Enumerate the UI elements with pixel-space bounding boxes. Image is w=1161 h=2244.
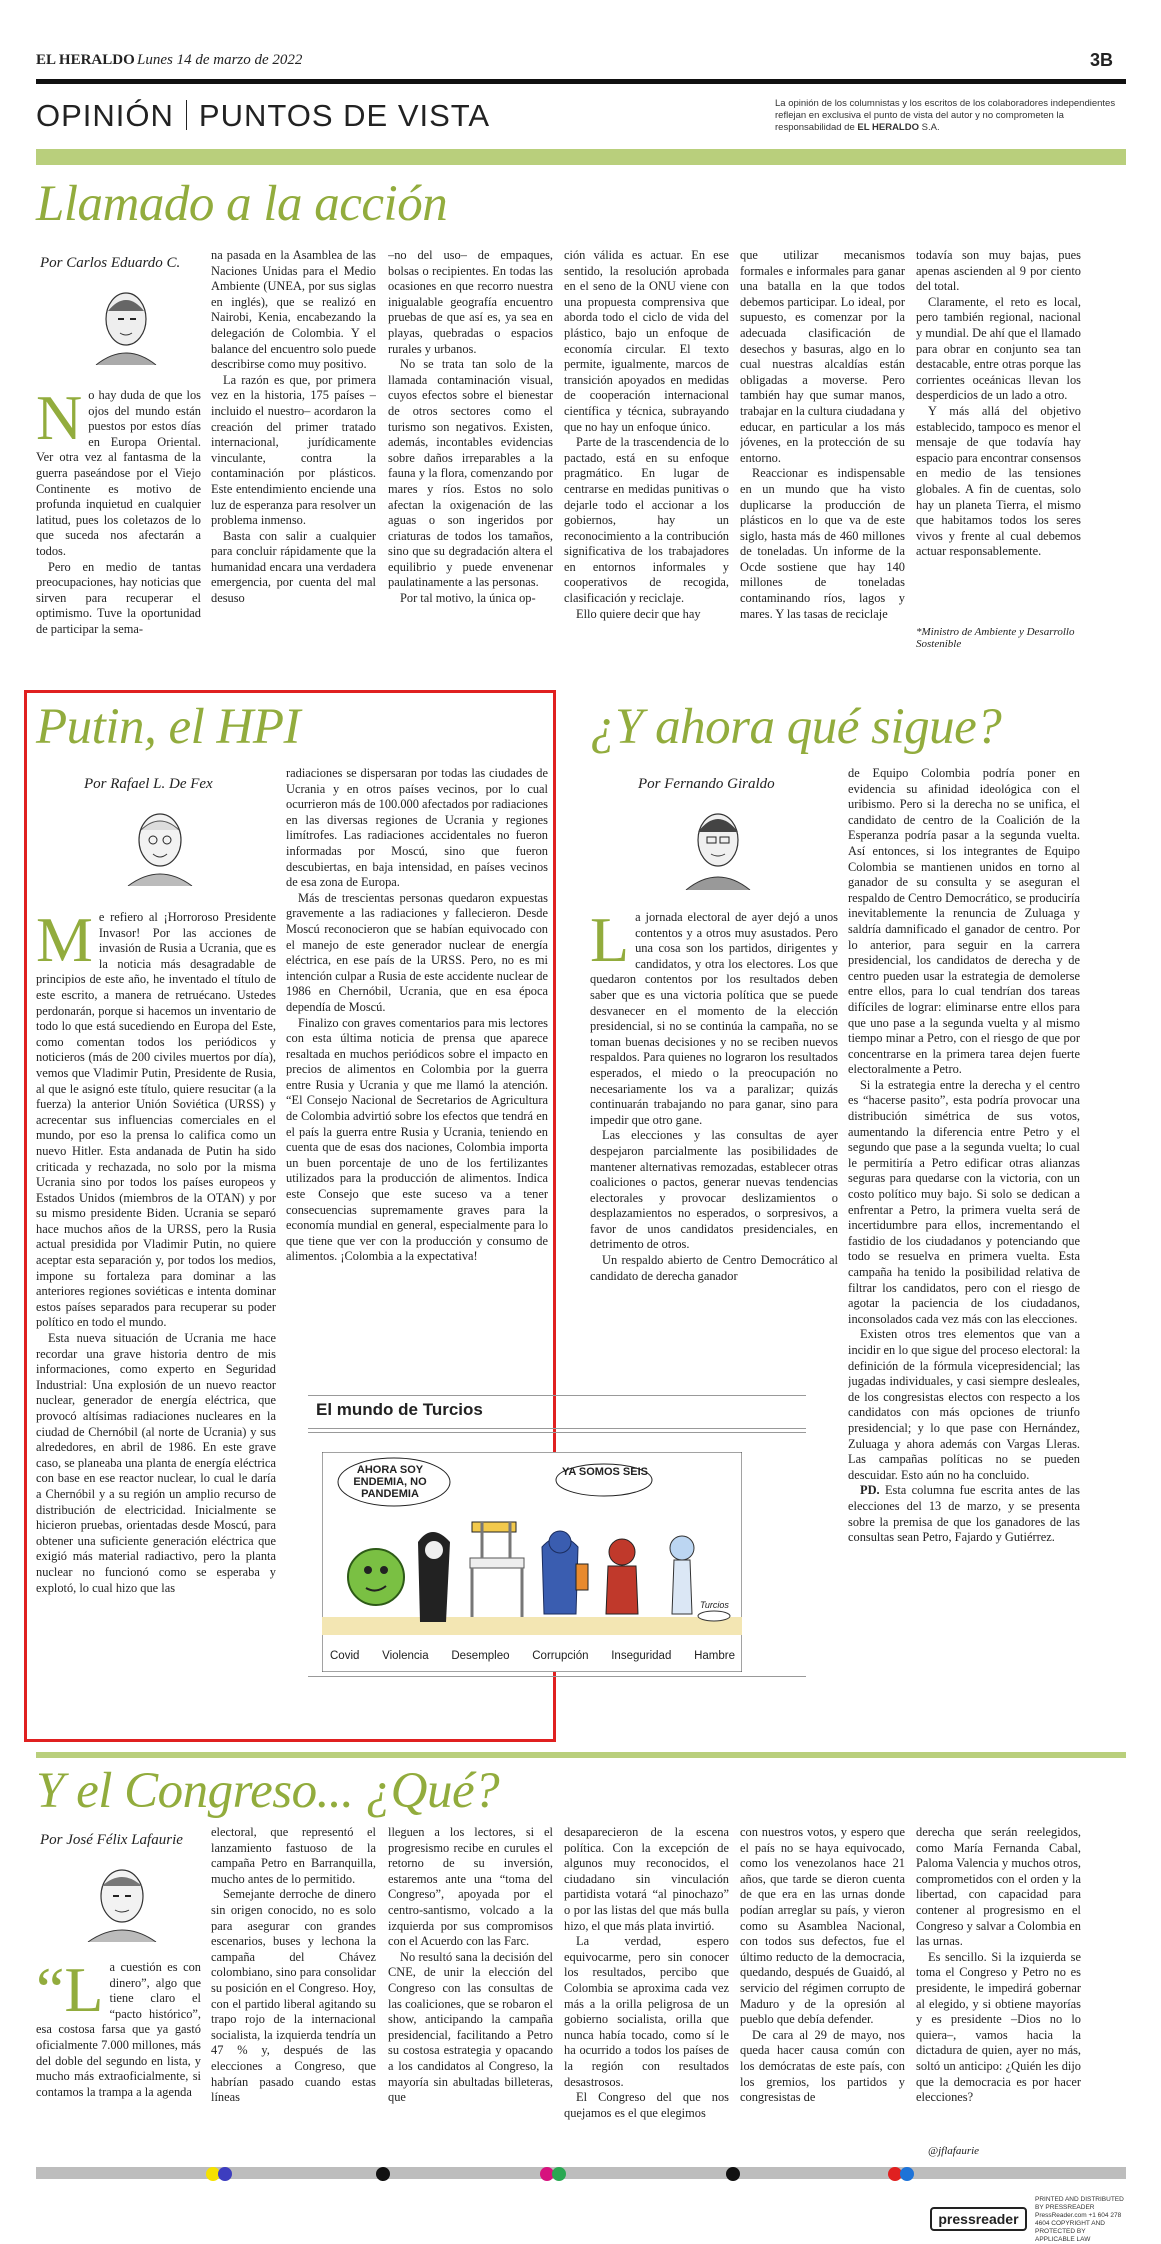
section-left: OPINIÓN [36,98,174,133]
section-green-rule [36,149,1126,165]
paragraph: De cara al 29 de mayo, nos queda hacer causa común con los demócratas de este país, con los gremios, los partidos y congresistas de [740,2027,905,2105]
cartoon-bottom-rule [308,1676,806,1677]
article2-byline: Por Rafael L. De Fex [84,776,213,792]
article4-signoff: @jflafaurie [928,2145,980,2157]
masthead-rule [36,79,1126,84]
article1-column-1 [36,388,201,658]
paragraph: Semejante derroche de dinero sin origen conocido, no es solo para asegurar con grandes escenarios, buses y lechona la campaña del Chávez colombiano, sino para consolidar su posición en el Congreso. Hoy, con el partido liberal agitando su trapo rojo de la internacional socialista, la izquierda tendría un 47 % y, después de las elecciones a Congreso, que habrían pasado cuando estas líneas [211,1887,376,2105]
paragraph: a cuestión es con dinero”, algo que tiene claro el “pacto histórico”, esa costosa farsa que ya gastó oficialmente 7.000 millones, más del doble del segundo en lista, y mucho más extraoficialmente, si contamos la trampa a la agenda [36,1960,201,2099]
paragraph: na pasada en la Asamblea de las Naciones Unidas para el Medio Ambiente (UNEA, por sus siglas en inglés), que se realizó en Nairobi, Kenia, encabezando la delegación de Colombia. Y el balance del encuentro solo puede describirse como muy positivo. [211,248,376,372]
disclaimer-suffix: S.A. [919,122,940,133]
article1-column-3 [388,248,553,658]
cartoon-signature: Turcios [700,1600,729,1610]
paragraph: todavía son muy bajas, pues apenas ascienden al 9 por ciento del total. [916,248,1081,294]
issue-date: Lunes 14 de marzo de 2022 [137,52,303,68]
caption-violencia: Violencia [382,1650,429,1662]
paragraph: Parte de la trascendencia de lo pactado, está en su enfoque pragmático. En lugar de centrarse en medidas punitivas o dejarle todo el accionar a los gobiernos, hay un reconocimiento a la contribución significativa de los trabajadores en entornos informales y cooperativos de recogida, clasificación y reciclaje. [564,435,729,606]
paragraph: Pero en medio de tantas preocupaciones, hay noticias que sirven para recuperar el optimismo. Tuve la oportunidad de participar la sema- [36,559,201,636]
paragraph: Ello quiere decir que hay [576,606,701,621]
paragraph: –no del uso– de empaques, bolsas o recipientes. En todas las ocasiones en que recorro nuestra inigualable geografía encuentro pruebas de que así es, ya sea en playas, quebradas o espacios rurales y urbanos. [388,248,553,356]
caption-desempleo: Desempleo [451,1650,510,1662]
paragraph: No resultó sana la decisión del CNE, de unir la elección del Congreso con las consultas de las coaliciones, que se robaron el show, anticipando la campaña presidencial, facilitando a Petro su costosa estrategia y opacando a los candidatos al Congreso, la mayoría sin abultadas billeteras, que [388,1949,553,2105]
paragraph: lleguen a los lectores, si el progresismo recibe en curules el retorno de su inversión, estaremos ante una “toma del Congreso”, apoyada por el centro-santismo, volcado a la izquierda por sus compromisos con el Acuerdo con las Farc. [388,1825,553,1949]
section-divider [186,100,187,130]
article4-dropcap: “L [36,1960,104,2025]
paragraph: Existen otros tres elementos que van a incidir en lo que sigue del proceso electoral: la definición de la fórmula vicepresidencial; las jugadas individuales, y casi siempre desleales, de los congresistas electos con respecto a los candidatos con más opciones de triunfo presidencial; y lo que pase con Hernández, Zuluaga y ahora además con Vargas Lleras. Las campañas políticas no se pueden descuidar. Esto aún no ha concluido. [848,1327,1080,1482]
paragraph: Por tal motivo, la única op- [400,591,536,606]
article1-column-6 [916,248,1081,623]
paragraph: o hay duda de que los ojos del mundo están puestos por estos días en Europa Oriental. Ver otra vez al fantasma de la guerra paseándose por el Viejo Continente es motivo de profunda inquietud en cualquier latitud, pues los coletazos de lo que suceda nos afectarán a todos. [36,388,201,558]
article1-dropcap: N [36,388,83,453]
paragraph: Las elecciones y las consultas de ayer despejaron parcialmente las posibilidades de mantener alternativas remozadas, establecer otras coaliciones o pactos, generar nuevas tendencias electorales y provocar deslizamientos o desplazamientos no esperados, o sorpresivos, a favor de unos candidatos presidenciales, en detrimento de otros. [590,1128,838,1252]
author-portrait-rafael [120,800,200,886]
article3-headline: ¿Y ahora qué sigue? [590,699,1002,755]
article1-signoff: *Ministro de Ambiente y Desarrollo Sostenible [916,626,1075,650]
paragraph: radiaciones se dispersaran por todas las ciudades de Ucrania y en otros países vecinos, por lo cual ocurrieron más de 100.000 afectados por radiaciones en las diversas regiones de Ucrania y regiones limítrofes. Las radiaciones accidentales no fueron informadas por Moscú, sino que fueron descubiertas, en baja intensidad, en países vecinos de esa zona de Europa. [286,766,548,890]
pressreader-logo: pressreader [930,2207,1026,2231]
paragraph: Finalizo con graves comentarios para mis lectores con esta última noticia de prensa que aparece resaltada en muchos periódicos sobre el impacto en precios de alimentos en Colombia por la guerra entre Rusia y Ucrania y que me llamó la atención. “El Consejo Nacional de Secretarios de Agricultura de Colombia advirtió sobre los efectos que tendrá en el país la guerra entre Rusia y Ucrania, teniendo en cuenta que de esas dos naciones, Colombia importa un buen porcentaje de uno de los fertilizantes utilizados para la producción de alimentos. Indica este Consejo que este suceso va a tener consecuencias supremamente graves para la economía mundial en general, especialmente para lo que tiene que ver con la producción y consumo de alimentos. ¡Colombia a la expectativa! [286,1015,548,1264]
paragraph: El Congreso del que nos quejamos es el que elegimos [564,2090,729,2120]
article1-column-4 [564,248,729,658]
paragraph: Un respaldo abierto de Centro Democrático al candidato de derecha ganador [590,1253,838,1283]
black-dot [726,2167,740,2181]
article4-column-5 [740,1825,905,2160]
paragraph: La razón es que, por primera vez en la historia, 175 países –incluido el nuestro– acordaron la creación del primer tratado internacional, jurídicamente vinculante, contra la contaminación por plásticos. Este entendimiento enciende una luz de esperanza para resolver un problema inmenso. [211,372,376,528]
paragraph: Si la estrategia entre la derecha y el centro es “hacerse pasito”, esta podría provocar una distribución simétrica de sus votos, aumentando la diferencia entre Petro y el segundo que pase a la segunda vuelta; lo cual le permitiría a Petro edificar otras alianzas seguras para quedarse con la victoria, con un costo político muy bajo. Si solo se dedican a enfrentar a Petro, la primera vuelta será de incertidumbre para ellos, incrementando el fastidio de los ciudadanos y potenciando que todo se resuelva en primera vuelta. Esta campaña ha tenido la posibilidad relativa de filtrar los candidatos, pero con el riesgo de agotar la paciencia de los ciudadanos, inconsolados cada vez más con las elecciones. [848,1077,1080,1326]
section-right: PUNTOS DE VISTA [198,98,491,133]
author-portrait-carlos [88,283,164,365]
paragraph: de Equipo Colombia podría poner en evidencia su afinidad ideológica con el uribismo. Pero si la derecha no se unifica, el candidato de centro de la Coalición de la Esperanza podría pasar a la segunda vuelta. Así entonces, si los integrantes de Equipo Colombia se mantienen unidos en torno al ganador de su consulta y se aseguran el respaldo de Centro Democrático, se produciría inevitablemente la renuncia de Zuluaga y saldría damnificado el ganador de centro. Por lo anterior, para seguir en la carrera presidencial, los candidatos de derecha y de centro pueden usar la estrategia de demolerse entre ellos, para lo cual tendrían dos tareas difíciles de lograr: eliminarse entre ellos para que uno pase a la segunda vuelta y al mismo tiempo minar a Petro, con el riesgo de que por concentrarse en la primera tarea dejen fuerte electoralmente a Petro. [848,766,1080,1077]
black-dot [376,2167,390,2181]
article3-dropcap: L [590,910,630,975]
author-portrait-jose [82,1858,162,1942]
paragraph: Reaccionar es indispensable en un mundo que ha visto duplicarse la producción de plásticos en lo que va de este siglo, hasta más de 460 millones de toneladas. Un informe de la Ocde sostiene que hay 140 millones de toneladas contaminando ríos, lagos y mares. Y las tasas de reciclaje [740,466,905,621]
cartoon-top-rule [308,1395,806,1396]
cartoon-bubble-2: YA SOMOS SEIS [562,1466,648,1478]
pressreader-footer [930,2196,1125,2244]
article1-column-5 [740,248,905,658]
paragraph: con nuestros votos, y espero que el país no se haya equivocado, como los venezolanos hace 21 años, que tarde se dieron cuenta de que era en las urnas donde podían arreglar su país, y vieron como su Asamblea Nacional, con todos sus defectos, fue el último reducto de la democracia, quedando, después de Guaidó, al servicio del régimen corrupto de Maduro y de la opresión al pueblo que debía defender. [740,1825,905,2027]
paragraph: No se trata tan solo de la llamada contaminación visual, cuyos efectos sobre el bienestar de otros sectores como el turismo son negativos. Existen, además, incontables evidencias sobre daños irreparables a la fauna y la flora, comenzando por mares y ríos. Estos no solo afectan la oxigenación de las aguas o son ingeridos por criaturas de todos los tamaños, sino que su degradación altera el equilibrio y puede envenenar paulatinamente a las personas. [388,357,553,590]
page-number: 3B [1089,50,1113,70]
caption-inseguridad: Inseguridad [611,1650,672,1662]
article1-column-2 [211,248,376,658]
green-dot [552,2167,566,2181]
article2-column-1 [36,910,276,1735]
caption-corrupcion: Corrupción [532,1650,589,1662]
article2-column-2 [286,766,548,1376]
article4-column-4 [564,1825,729,2160]
article4-column-1 [36,1960,201,2160]
article1-byline: Por Carlos Eduardo C. [40,255,181,271]
paragraph: Más de trescientas personas quedaron expuestas gravemente a las radiaciones y fallecieron. Desde Moscú reconocieron que se habían equivocado con el manejo de este generador nuclear de energía eléctrica, en ese país de la URSS. Pero, no es mi intención culpar a Rusia de este accidente nuclear de 1986 en Chernóbil, Ucrania, que en esa época dependía de Moscú. [286,890,548,1014]
article4-green-rule [36,1752,1126,1758]
cyan-dot [900,2167,914,2181]
article4-byline: Por José Félix Lafaurie [40,1832,183,1848]
postscript-text: Esta columna fue escrita antes de las elecciones del 13 de marzo, y se presenta sobre la premisa de que los ganadores de las consultas sean Petro, Fajardo y Gutiérrez. [848,1483,1080,1545]
newspaper-name: EL HERALDO [36,52,135,68]
article4-column-3 [388,1825,553,2160]
blue-dot [218,2167,232,2181]
paragraph: La verdad, espero equivocarme, pero sin conocer los resultados, percibo que Colombia se aproxima cada vez más a la orilla peligrosa de un gobierno socialista, orilla que nunca había tocado, como sí le ha ocurrido a todos los países de la región con resultados desastrosos. [564,1934,729,2089]
paragraph: Es sencillo. Si la izquierda se toma el Congreso y Petro no es presidente, le impedirá gobernar al elegido, y si obtiene mayorías y es presidente –Dios no lo quiera–, vamos hacia la dictadura de quien, ayer no más, soltó un anticipo: ¿Quién les dijo que la democracia es por hacer elecciones? [916,1949,1081,2105]
paragraph: Y más allá del objetivo establecido, tampoco es menor el mensaje de que todavía hay espacio para encontrar consensos en medio de las tensiones globales. A fin de cuentas, solo hay un planeta Tierra, el mismo que habitamos todos los seres vivos y frente al cual debemos actuar responsablemente. [916,403,1081,559]
article3-column-1 [590,910,838,1300]
disclaimer-text: La opinión de los columnistas y los escritos de los colaboradores independientes reflejan en exclusiva el punto de vista del autor y no comprometen la responsabilidad de [775,98,1116,133]
paragraph: e refiero al ¡Horroroso Presidente Invasor! Por las acciones de invasión de Rusia a Ucrania, que es la noticia más desagradable de principios de este año, he inventado el título de este escrito, a manera de retruécano. Ustedes perdonarán, porque si hacemos un inventario de todo lo que está sucediendo en Europa del Este, como comentan todos los periódicos y noticieros (más de 200 civiles muertos por día), vemos que Vladimir Putin, Presidente de Rusia, al que le asignó este título, quiere resucitar (a la fuerza) la anterior Unión Soviética (URSS) y acrecentar sus influencias comerciales en el mundo, por eso la prensa lo califica como un nuevo Hitler. Esta andanada de Putin ha sido criticada y rechazada, no solo por la misma Ucrania sino por todos los países europeos y Estados Unidos (miembros de la OTAN) y por su mismo presidente Biden. Ucrania se separó hace muchos años de la URSS, pero la Rusia actual presidida por Vladimir Putin, no quiere aceptar esta separación y, por todos los medios, impone su fortaleza para dominar a las anteriores regiones soviéticas e intenta dominar estos países separados para recuperar su poder político en todo el mundo. [36,910,276,1330]
cartoon-title-rule [308,1428,806,1433]
author-portrait-fernando [680,800,756,890]
postscript-label: PD. [860,1483,880,1498]
article4-column-6 [916,1825,1081,2143]
article3-column-2 [848,766,1080,1646]
paragraph: que utilizar mecanismos formales e informales para ganar una batalla en la que todos debemos participar. Lo ideal, por supuesto, es comenzar por la adecuada clasificación de desechos y basuras, algo en lo cual nuestras alcaldías están obligadas a moverse. Pero también hay que sumar manos, trabajar en la cultura ciudadana y educar, en particular a los más jóvenes, en la protección de su entorno. [740,248,905,465]
paragraph: desaparecieron de la escena política. Con la excepción de algunos muy reconocidos, el ciudadano sin vinculación partidista votará “al pinochazo” o por las listas del que más bulla hizo, el que más plata invirtió. [564,1825,729,1933]
article2-dropcap: M [36,910,93,975]
article3-byline: Por Fernando Giraldo [638,776,775,792]
paragraph: electoral, que representó el lanzamiento fastuoso de la campaña Petro en Barranquilla, mucho antes de lo permitido. [211,1825,376,1886]
cartoon-captions [330,1650,735,1666]
pressreader-note: PRINTED AND DISTRIBUTED BY PRESSREADER PressReader.com +1 604 278 4604 COPYRIGHT AND PROTECTED BY APPLICABLE LAW [1035,2196,1124,2243]
section-disclaimer [775,98,1127,134]
article4-column-2 [211,1825,376,2160]
article2-headline: Putin, el HPI [36,699,301,755]
print-color-bar [36,2167,1126,2179]
paragraph: Basta con salir a cualquier para concluir rápidamente que la humanidad encara una verdadera emergencia, por cuenta del mal desuso [211,528,376,606]
cartoon-bubble-1: AHORA SOY ENDEMIA, NO PANDEMIA [353,1464,427,1500]
cartoon-title: El mundo de Turcios [316,1400,483,1419]
paragraph: ción válida es actuar. En ese sentido, la resolución aprobada en el seno de la ONU viene con una propuesta comprensiva que aborda todo el ciclo de vida del plástico, bajo un enfoque de economía circular. El texto permite, igualmente, marcos de transición apoyados en medidas de cooperación internacional científica y técnica, subrayando que no hay un enfoque único. [564,248,729,434]
article1-headline: Llamado a la acción [36,176,448,232]
article4-headline: Y el Congreso... ¿Qué? [36,1763,500,1819]
paragraph: a jornada electoral de ayer dejó a unos contentos y a otros muy asustados. Pero una cosa son los partidos, dirigentes y candidatos, y otra los electores. Los que quedaron contentos por los resultados deben saber que es una victoria política que se puede desvanecer en el momento de la elección presidencial, si no se continúa la campaña, no se toman buenas decisiones y no se reciben nuevos respaldos. Para quienes no lograron los resultados esperados, el miedo o la preocupación no necesariamente los va a paralizar; quizás continuarán trabajando no para ganar, sino para impedir que otro gane. [590,910,838,1127]
paragraph: Claramente, el reto es local, pero también regional, nacional y mundial. De ahí que el llamado para obrar en conjunto sea tan destacable, entre otras porque las corrientes oceánicas llevan los desperdicios de un lado a otro. [916,294,1081,403]
paragraph: Esta nueva situación de Ucrania me hace recordar una grave historia dentro de mis informaciones, como experto en Seguridad Industrial: Una explosión de un nuevo reactor nuclear, generador de energía eléctrica, que provocó altísimas radiaciones nucleares en la ciudad de Chernóbil (al norte de Ucrania) y sus alrededores, en abril de 1986. En este grave caso, se planeaba una planta de energía eléctrica con base en ese reactor nuclear, lo cual le daría a Chernóbil y a su región un amplio recurso de distribución de electricidad. Inicialmente se hicieron pruebas, orientadas desde Moscú, para obtener una suficiente generación eléctrica que exigió más material radiactivo, pero la planta nuclear no funcionó como se esperaba y explotó, lo cual hizo que las [36,1331,276,1595]
section-title [36,98,490,134]
caption-hambre: Hambre [694,1650,735,1662]
postscript [848,1483,1080,1545]
disclaimer-brand: EL HERALDO [857,122,919,133]
paragraph: derecha que serán reelegidos, como María Fernanda Cabal, Paloma Valencia y muchos otros, comprometidos con el orden y la libertad, con capacidad para contener al progresismo en el Congreso y salvar a Colombia en las urnas. [916,1825,1081,1949]
caption-covid: Covid [330,1650,360,1662]
